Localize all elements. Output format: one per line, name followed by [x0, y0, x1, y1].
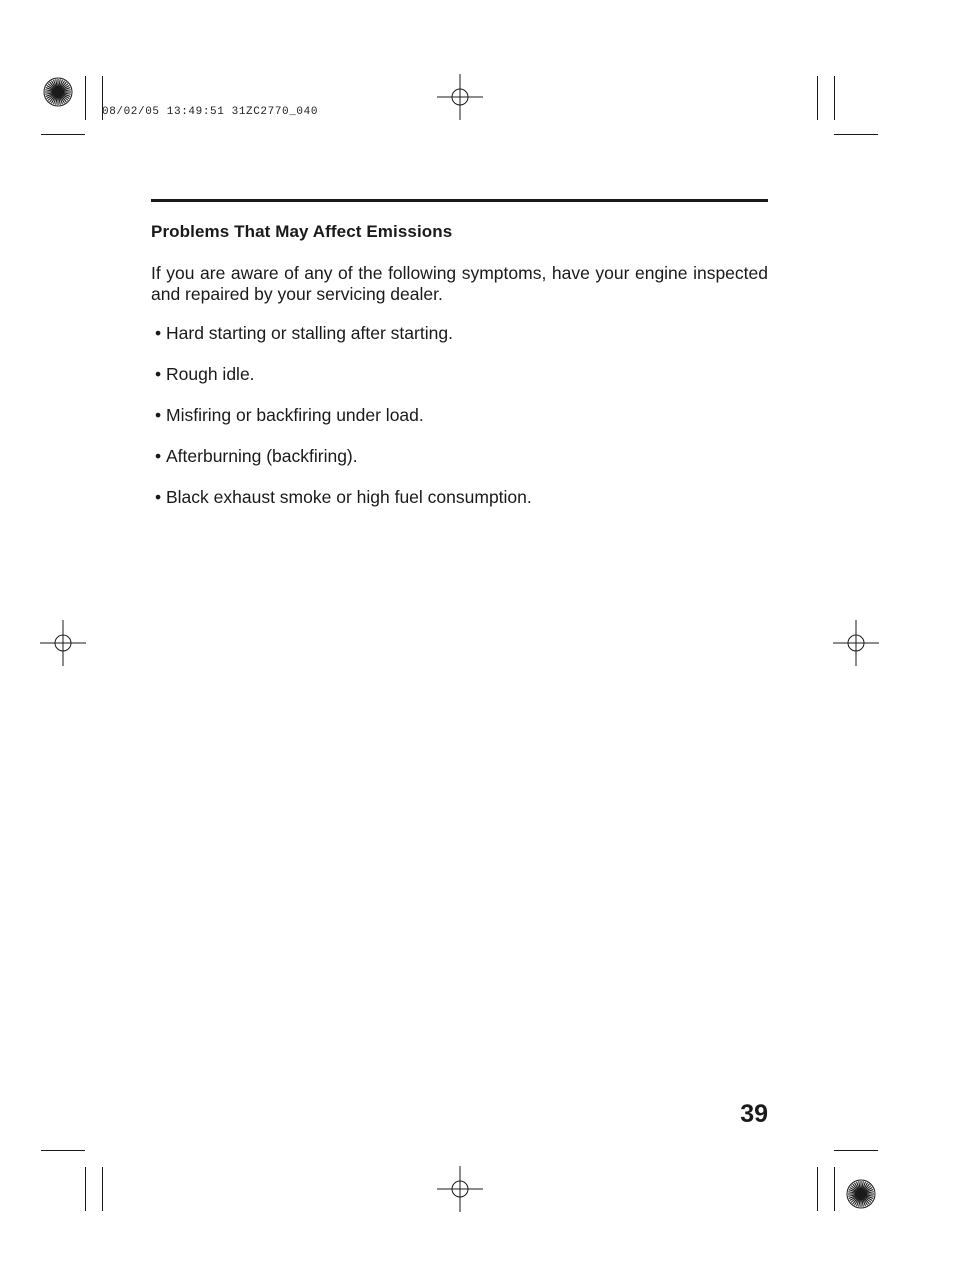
crop-mark-top-right-h — [834, 134, 878, 135]
crosshair-registration-icon — [437, 74, 483, 120]
bullet-icon: • — [155, 405, 166, 425]
list-item — [155, 364, 532, 405]
starburst-registration-icon — [846, 1179, 876, 1209]
crosshair-registration-icon — [40, 620, 86, 666]
symptom-text: Hard starting or stalling after starting. — [166, 323, 453, 343]
list-item — [155, 446, 532, 487]
print-job-stamp: 08/02/05 13:49:51 31ZC2770_040 — [102, 106, 319, 118]
crop-mark-bottom-left-h — [41, 1150, 85, 1151]
crop-mark-bottom-right-v1 — [817, 1167, 818, 1211]
crop-mark-top-left-h — [41, 134, 85, 135]
section-divider — [151, 199, 768, 202]
crop-mark-top-left-v1 — [85, 76, 86, 120]
list-item — [155, 487, 532, 528]
bullet-icon: • — [155, 323, 166, 343]
crosshair-registration-icon — [437, 1166, 483, 1212]
crop-mark-bottom-left-v2 — [102, 1167, 103, 1211]
crop-mark-top-right-v2 — [834, 76, 835, 120]
bullet-icon: • — [155, 446, 166, 466]
symptom-text: Afterburning (backfiring). — [166, 446, 358, 466]
section-heading: Problems That May Affect Emissions — [151, 222, 453, 241]
symptom-text: Misfiring or backfiring under load. — [166, 405, 424, 425]
starburst-registration-icon — [43, 77, 73, 107]
list-item — [155, 323, 532, 364]
crosshair-registration-icon — [833, 620, 879, 666]
crop-mark-bottom-left-v1 — [85, 1167, 86, 1211]
crop-mark-top-right-v1 — [817, 76, 818, 120]
crop-mark-bottom-right-h — [834, 1150, 878, 1151]
list-item — [155, 405, 532, 446]
symptom-list — [155, 323, 532, 528]
crop-mark-bottom-right-v2 — [834, 1167, 835, 1211]
bullet-icon: • — [155, 487, 166, 507]
symptom-text: Rough idle. — [166, 364, 255, 384]
bullet-icon: • — [155, 364, 166, 384]
symptom-text: Black exhaust smoke or high fuel consumption. — [166, 487, 532, 507]
page-number: 39 — [740, 1100, 768, 1128]
intro-paragraph: If you are aware of any of the following symptoms, have your engine inspected and repaired by your servicing dealer. — [151, 263, 768, 304]
